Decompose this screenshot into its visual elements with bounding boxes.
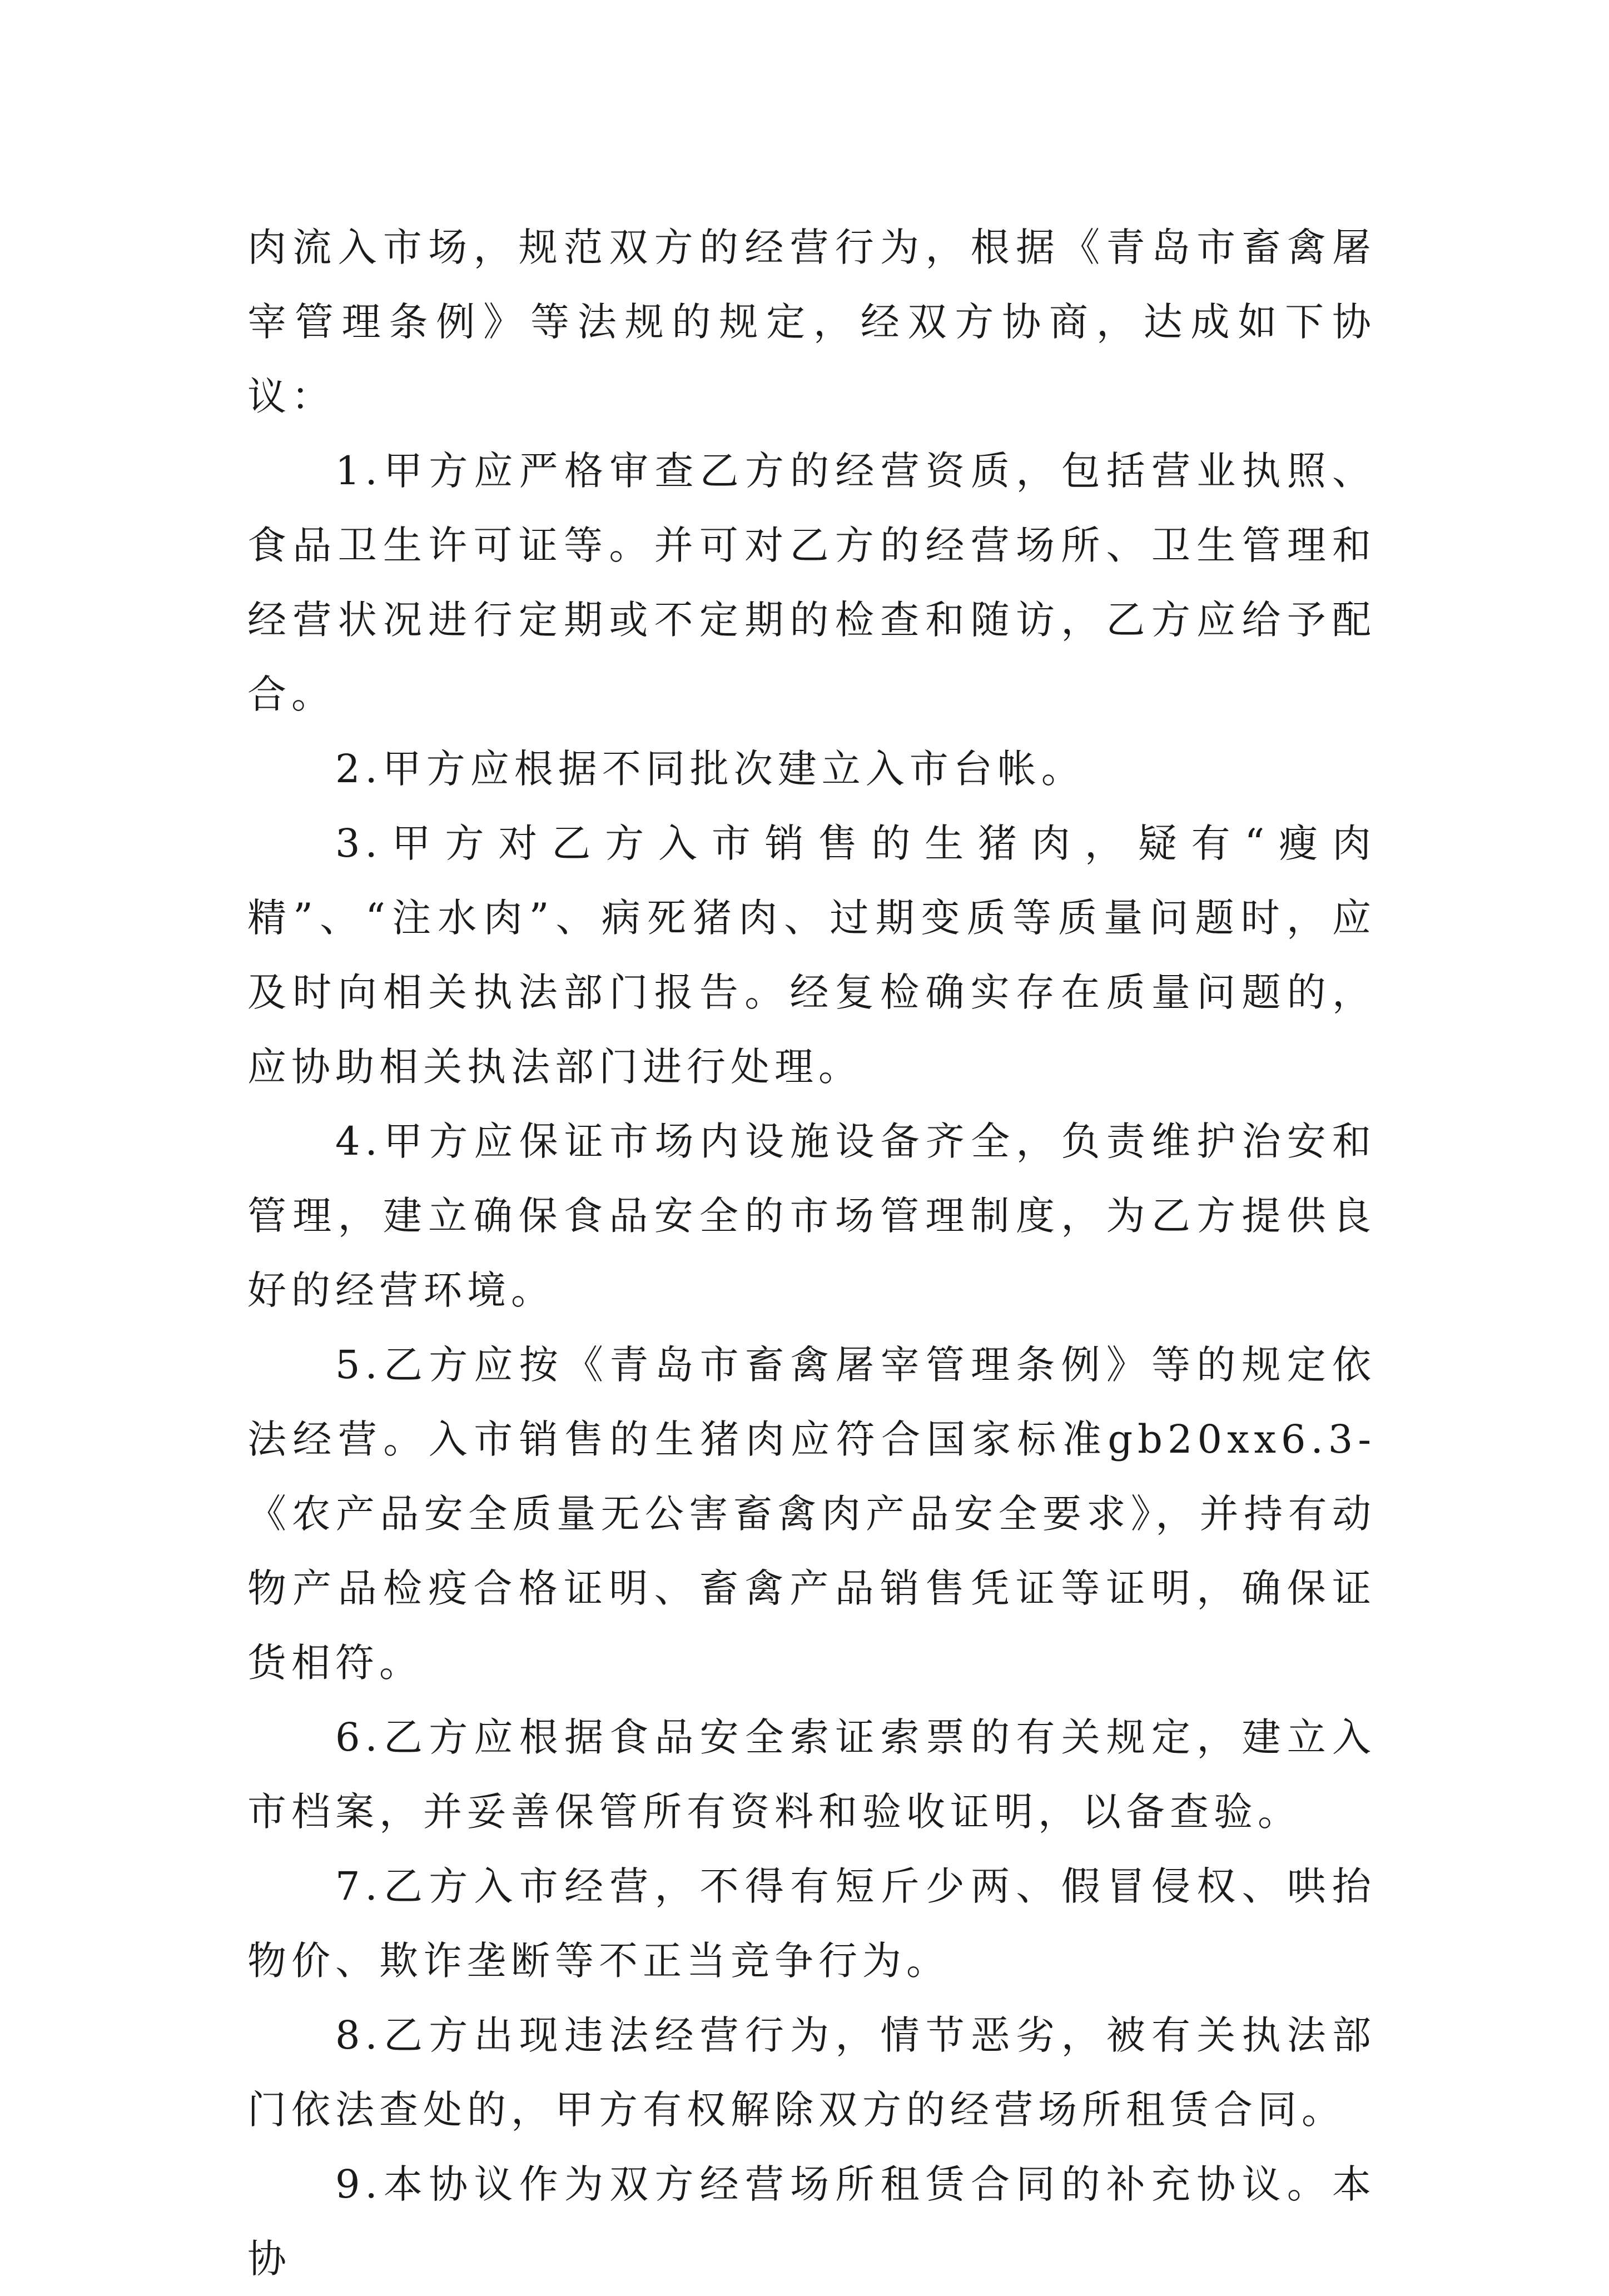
clause-3: 3.甲方对乙方入市销售的生猪肉，疑有“瘦肉精”、“注水肉”、病死猪肉、过期变质等质量问题时，应及时向相关执法部门报告。经复检确实存在质量问题的，应协助相关执法部门进行处理。	[247, 821, 1376, 1090]
clause-7: 7.乙方入市经营，不得有短斤少两、假冒侵权、哄抬物价、欺诈垄断等不正当竞争行为。	[247, 1863, 1376, 1984]
clause-4: 4.甲方应保证市场内设施设备齐全，负责维护治安和管理，建立确保食品安全的市场管理制度，为乙方提供良好的经营环境。	[247, 1119, 1376, 1313]
clause-2: 2.甲方应根据不同批次建立入市台帐。	[335, 746, 1085, 792]
clause-5: 5.乙方应按《青岛市畜禽屠宰管理条例》等的规定依法经营。入市销售的生猪肉应符合国家标准gb20xx6.3-《农产品安全质量无公害畜禽肉产品安全要求》，并持有动物产品检疫合格证明、畜禽产品销售凭证等证明，确保证货相符。	[247, 1342, 1376, 1686]
document-body	[247, 210, 1376, 2296]
clause-8: 8.乙方出现违法经营行为，情节恶劣，被有关执法部门依法查处的，甲方有权解除双方的经营场所租赁合同。	[247, 2012, 1376, 2133]
intro-paragraph: 肉流入市场，规范双方的经营行为，根据《青岛市畜禽屠宰管理条例》等法规的规定，经双方协商，达成如下协议：	[247, 225, 1376, 419]
clause-6: 6.乙方应根据食品安全索证索票的有关规定，建立入市档案，并妥善保管所有资料和验收证明，以备查验。	[247, 1714, 1376, 1835]
clause-9: 9.本协议作为双方经营场所租赁合同的补充协议。本协	[247, 2161, 1376, 2282]
clause-1: 1.甲方应严格审查乙方的经营资质，包括营业执照、食品卫生许可证等。并可对乙方的经营场所、卫生管理和经营状况进行定期或不定期的检查和随访，乙方应给予配合。	[247, 448, 1376, 717]
